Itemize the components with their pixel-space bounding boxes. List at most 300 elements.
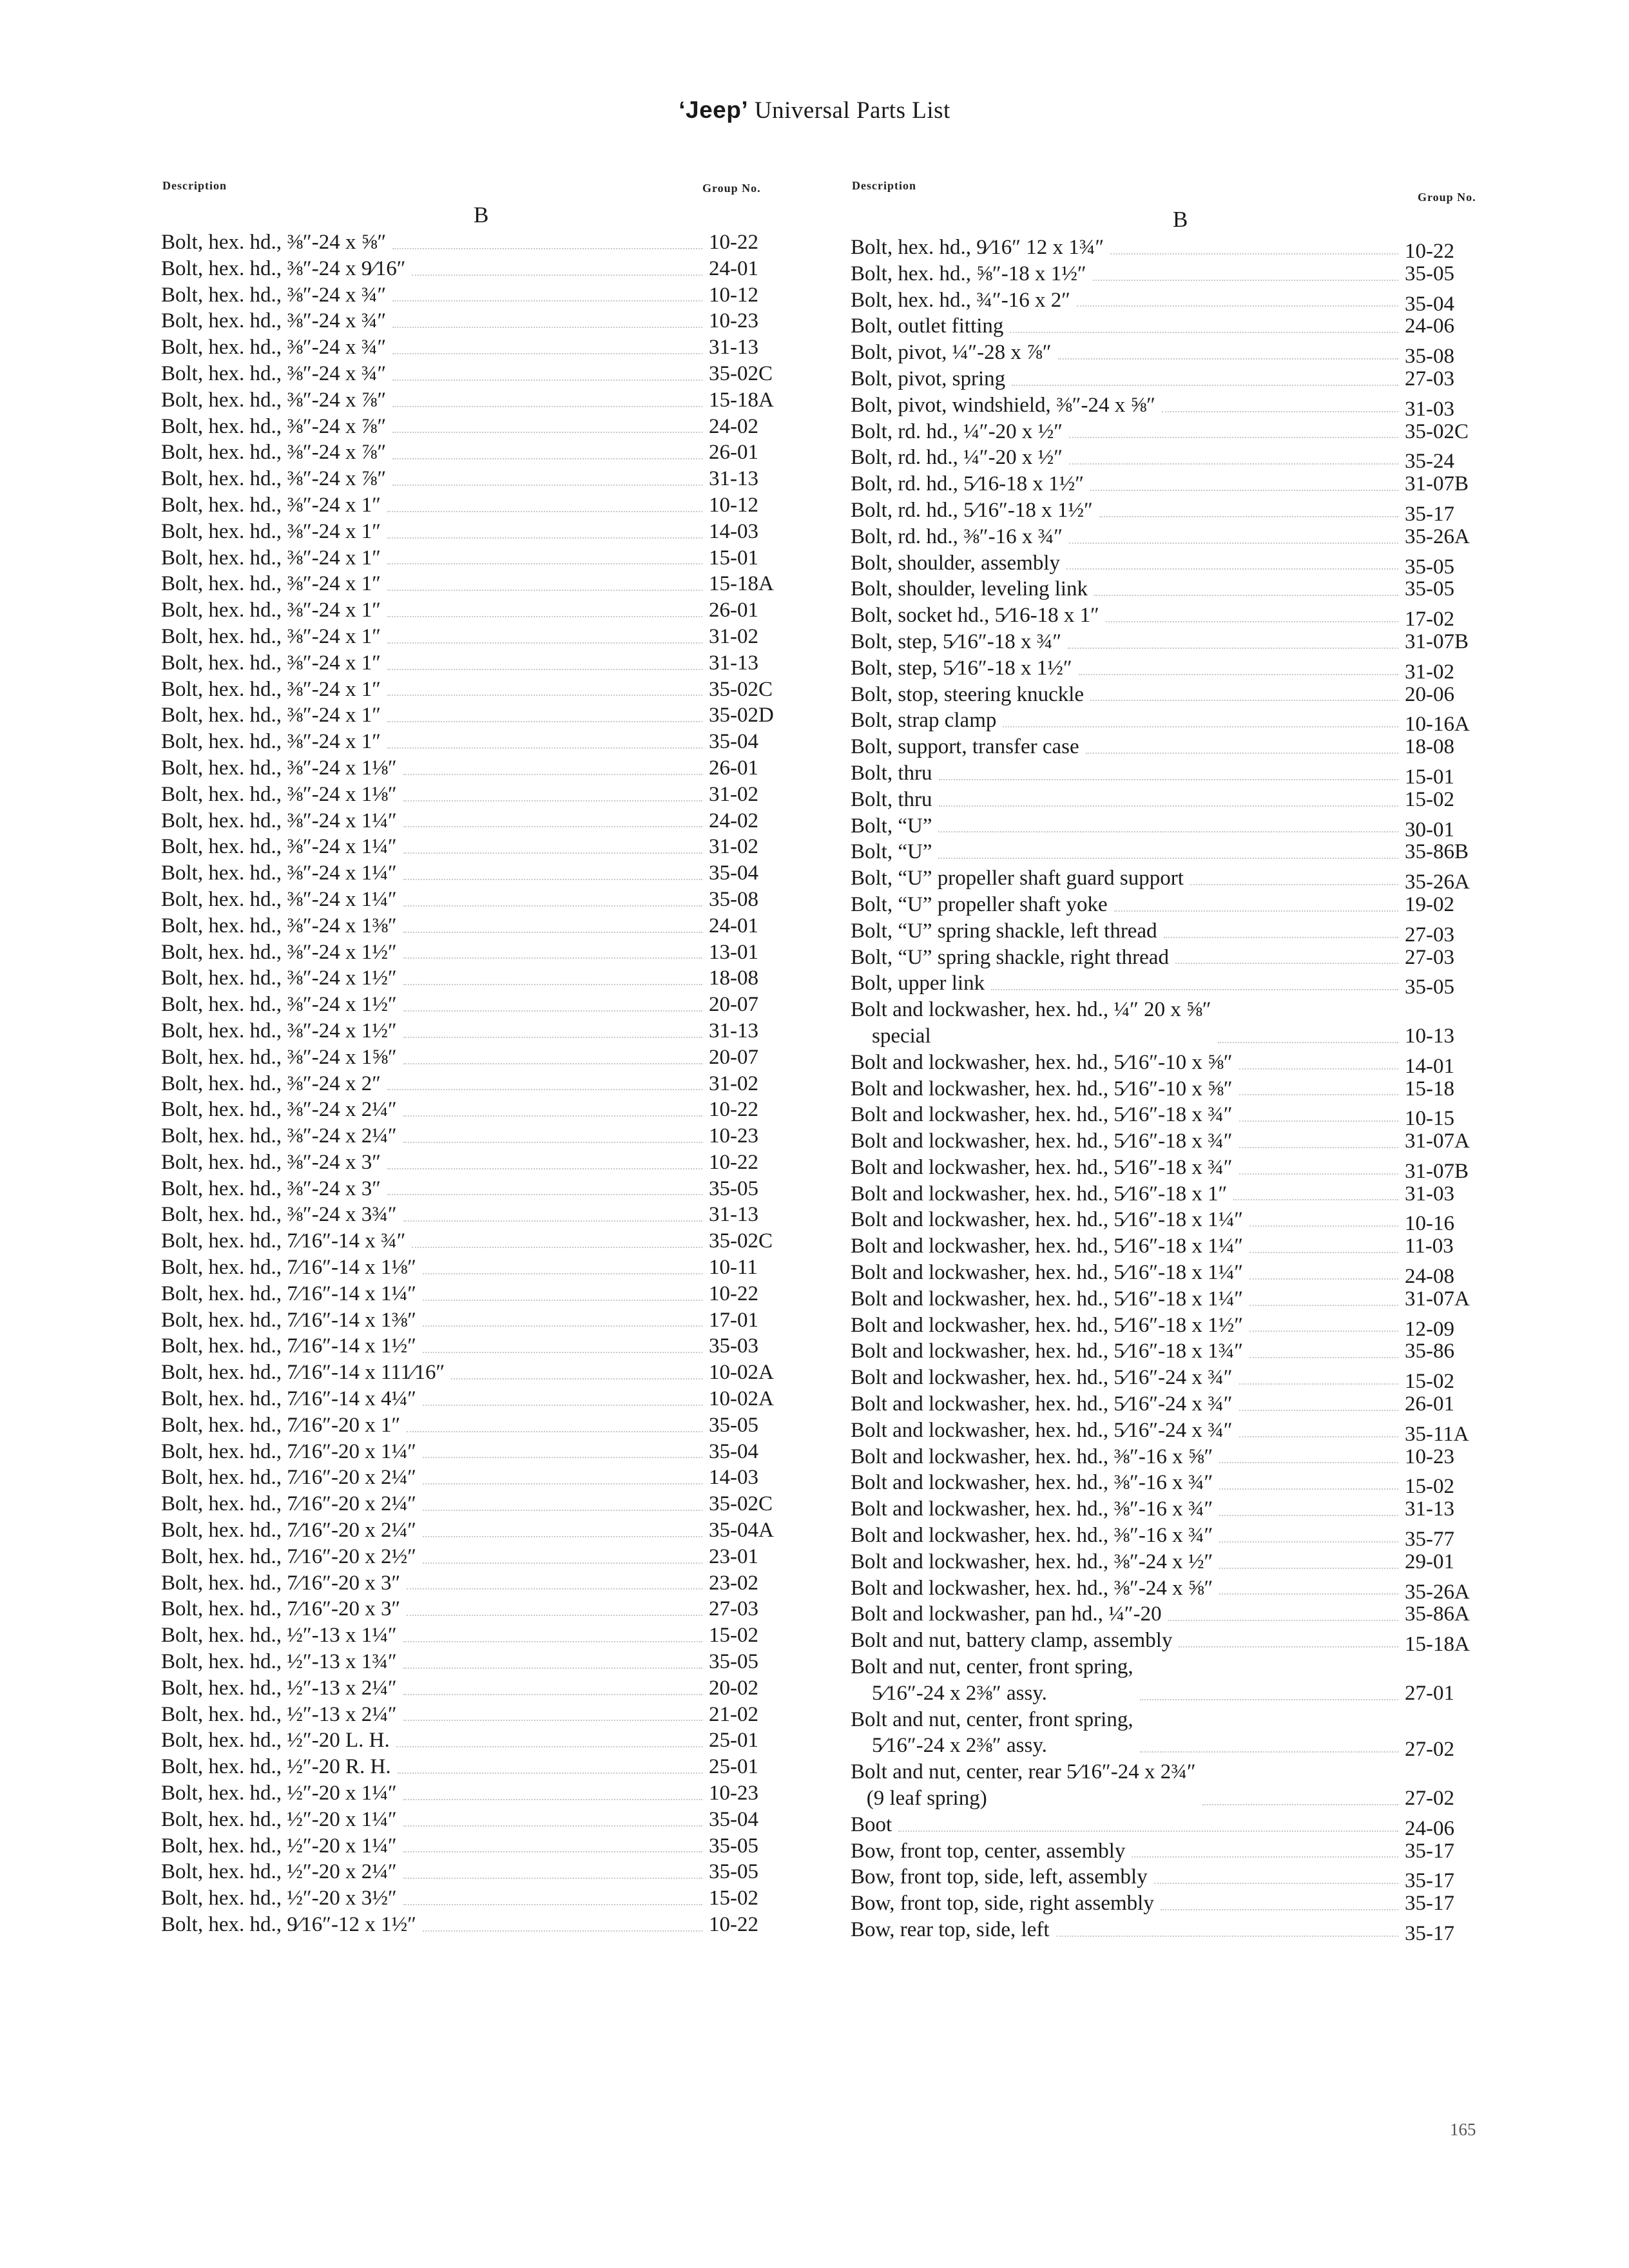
parts-row [161,1780,805,1807]
parts-row [161,1202,805,1228]
group-number: 15-18 [1405,1077,1454,1100]
part-description: Bolt, hex. hd., ⅜″-24 x 9⁄16″ [161,256,406,280]
part-description: Bolt, socket hd., 5⁄16-18 x 1″ [851,604,1099,628]
parts-row [161,702,805,729]
part-description: Bolt and nut, center, front spring, 5⁄16″-24 x 2⅜″ assy. [851,1655,1133,1705]
leader-dots [403,1010,702,1012]
part-description: Bow, front top, side, right assembly [851,1892,1154,1916]
part-description: Bolt, hex. hd., ⅜″-24 x 1½″ [161,1019,397,1043]
group-number: 24-06 [1405,1816,1454,1840]
parts-row [851,1233,1501,1260]
parts-row [851,1523,1501,1552]
title-brand: ‘Jeep’ [679,97,749,123]
leader-dots [898,1831,1398,1832]
part-description: Bolt, rd. hd., 5⁄16″-18 x 1½″ [851,498,1093,522]
group-number: 35-17 [1405,1869,1454,1893]
part-description: Bolt, step, 5⁄16″-18 x ¾″ [851,629,1062,653]
leader-dots [1239,1120,1398,1122]
group-number: 27-03 [1405,367,1454,390]
group-number: 35-03 [709,1334,758,1358]
leader-dots [403,852,702,854]
part-description: Bolt, hex. hd., 7⁄16″-14 x 1⅛″ [161,1256,416,1280]
parts-row [161,229,805,256]
leader-dots [396,1746,702,1747]
leader-dots [423,1273,702,1274]
part-description: Bolt, hex. hd., ⅜″-24 x ⅝″ [161,231,387,254]
leader-dots [403,957,702,959]
part-description: Bolt, pivot, windshield, ⅜″-24 x ⅝″ [851,393,1155,417]
group-number: 31-02 [709,1072,758,1095]
parts-row [851,1917,1501,1943]
parts-row [851,1890,1501,1917]
leader-dots [1249,1357,1398,1358]
leader-dots [1077,305,1398,307]
parts-row [161,387,805,414]
parts-row [161,439,805,466]
parts-row [851,1496,1501,1523]
leader-dots [387,642,702,644]
part-description: Bolt, hex. hd., ⅜″-24 x 1⅜″ [161,914,397,937]
group-number: 31-03 [1405,1182,1454,1206]
leader-dots [387,747,702,749]
leader-dots [1058,358,1398,360]
leader-dots [392,353,702,354]
part-description: Bolt, hex. hd., ⅜″-24 x 1⅛″ [161,756,397,780]
parts-row [851,1365,1501,1394]
part-description: Bolt, hex. hd., ½″-20 x 1¼″ [161,1807,397,1831]
group-number: 35-02C [1405,419,1469,443]
group-number: 26-01 [709,441,758,465]
part-description: Bolt, rd. hd., ¼″-20 x ½″ [851,419,1063,443]
leader-dots [1239,1068,1398,1070]
group-number: 10-15 [1405,1107,1454,1131]
leader-dots [412,1247,702,1248]
group-number: 35-05 [1405,555,1454,579]
parts-row [161,1123,805,1149]
leader-dots [403,1142,702,1143]
group-number: 10-16A [1405,713,1470,736]
group-number: 24-02 [709,809,758,832]
leader-dots [1190,884,1398,885]
group-number: 35-05 [1405,975,1454,999]
parts-row [161,1071,805,1097]
leader-dots [1069,437,1398,438]
group-number: 31-07A [1405,1129,1470,1153]
parts-row [161,1281,805,1307]
leader-dots [407,1431,702,1432]
parts-row [161,1675,805,1702]
group-number: 35-02C [709,677,773,701]
leader-dots [1202,1804,1398,1805]
leader-dots [1239,1383,1398,1385]
parts-row [161,1360,805,1386]
group-number: 35-86 [1405,1340,1454,1363]
parts-row [161,1491,805,1517]
part-description: Bolt, hex. hd., ⅜″-24 x ⅞″ [161,467,387,491]
part-description: Bolt, hex. hd., ⅜″-24 x ⅞″ [161,388,387,412]
leader-dots [1164,937,1398,938]
part-description: Bolt, “U” spring shackle, right thread [851,945,1169,969]
leader-dots [1239,1147,1398,1148]
part-description: Bolt, hex. hd., ⅜″-24 x 1½″ [161,993,397,1017]
group-number: 35-02C [709,1229,773,1253]
leader-dots [1161,1909,1398,1910]
parts-row [161,992,805,1018]
group-number: 35-17 [1405,1839,1454,1863]
parts-row [161,1386,805,1412]
parts-row [851,392,1501,419]
group-number: 35-17 [1405,502,1454,526]
leader-dots [423,1930,702,1932]
parts-row [161,965,805,992]
left-column-header [161,175,805,201]
parts-row [161,519,805,545]
parts-row [161,1465,805,1491]
group-number: 35-86B [1405,840,1469,864]
part-description: Bolt, hex. hd., ⅜″-24 x 1″ [161,546,381,570]
part-description: Bolt, hex. hd., ⅜″-24 x 1″ [161,624,381,648]
leader-dots [1003,726,1398,727]
group-number: 20-07 [709,1045,758,1069]
parts-row [851,787,1501,813]
parts-row [851,997,1501,1050]
leader-dots [1218,1042,1398,1043]
part-description: Bolt and lockwasher, hex. hd., 5⁄16″-18 x 1¾″ [851,1340,1244,1363]
group-number: 35-05 [709,1834,758,1858]
parts-row [161,1544,805,1570]
part-description: Bolt, strap clamp [851,709,997,733]
leader-dots [1012,385,1398,386]
part-description: Bolt and lockwasher, hex. hd., 5⁄16″-18 x 1″ [851,1182,1228,1206]
title-rest: Universal Parts List [748,97,950,124]
parts-row [161,1333,805,1360]
parts-row [161,1727,805,1754]
group-number: 35-26A [1405,1580,1470,1604]
leader-dots [1219,1568,1398,1569]
parts-row [161,1596,805,1622]
group-number: 27-03 [1405,923,1454,947]
parts-row [851,602,1501,629]
part-description: Bolt, hex. hd., ⅜″-24 x 1″ [161,677,381,701]
part-description: Bolt and lockwasher, hex. hd., 5⁄16″-18 x 1¼″ [851,1287,1244,1311]
leader-dots [1233,1199,1398,1200]
parts-row [851,682,1501,708]
part-description: Bolt and lockwasher, hex. hd., ⅜″-16 x ⅝″ [851,1445,1213,1468]
parts-row [851,655,1501,682]
description-header: Description [852,179,916,192]
leader-dots [403,1799,702,1800]
section-letter: B [1173,207,1188,232]
part-description: Bolt, “U” propeller shaft guard support [851,867,1184,890]
part-description: Bolt, hex. hd., 7⁄16″-14 x 111⁄16″ [161,1361,445,1385]
group-number: 35-86A [1405,1602,1470,1626]
leader-dots [991,989,1398,990]
group-number: 35-04 [709,1807,758,1831]
leader-dots [1010,332,1398,333]
part-description: Bolt and lockwasher, hex. hd., 5⁄16″-10 x ⅝″ [851,1050,1233,1074]
group-number: 31-07B [1405,1159,1469,1183]
parts-row [851,497,1501,524]
leader-dots [1069,543,1398,544]
group-number: 15-18A [1405,1633,1470,1657]
part-description: Bow, rear top, side, left [851,1918,1050,1941]
description-header: Description [162,179,227,192]
part-description: Bolt, pivot, ¼″-28 x ⅞″ [851,341,1052,365]
group-number: 17-02 [1405,608,1454,631]
parts-row [161,1912,805,1938]
leader-dots [403,984,702,985]
part-description: Bolt, hex. hd., ⅜″-24 x ⅞″ [161,414,387,438]
parts-row [851,629,1501,655]
group-number: 10-02A [709,1387,774,1411]
parts-row [851,445,1501,474]
part-description: Bolt, hex. hd., ⅜″-24 x 3¾″ [161,1203,397,1227]
parts-row [851,1181,1501,1207]
part-description: Bolt, stop, steering knuckle [851,682,1084,706]
part-description: Bolt, hex. hd., 7⁄16″-14 x 1½″ [161,1334,416,1358]
left-column [161,175,805,1938]
leader-dots [423,1352,702,1353]
leader-dots [387,616,702,617]
leader-dots [412,274,702,276]
part-description: Bolt, hex. hd., 7⁄16″-14 x 1¼″ [161,1282,416,1305]
group-number: 35-17 [1405,1922,1454,1945]
group-number: 15-02 [709,1624,758,1648]
leader-dots [387,695,702,696]
group-number: 20-07 [709,993,758,1017]
part-description: Bolt, “U” propeller shaft yoke [851,892,1108,916]
part-description: Bolt, “U” [851,814,932,838]
part-description: Bolt, hex. hd., ½″-13 x 2¼″ [161,1702,397,1726]
leader-dots [403,932,702,933]
parts-row [161,650,805,677]
part-description: Bolt, hex. hd., 7⁄16″-20 x 2¼″ [161,1519,416,1542]
leader-dots [1086,753,1398,754]
group-number: 15-01 [1405,765,1454,789]
group-number: 10-22 [709,231,758,254]
leader-dots [1069,463,1398,465]
part-description: Bolt and nut, battery clamp, assembly [851,1629,1173,1653]
leader-dots [392,458,702,459]
group-number: 35-02D [709,704,774,727]
group-number: 25-01 [709,1755,758,1779]
leader-dots [939,779,1398,780]
leader-dots [387,1168,702,1169]
parts-row [161,1833,805,1860]
parts-row [851,945,1501,971]
group-number: 35-24 [1405,450,1454,474]
right-column-header [851,175,1501,204]
group-number: 23-02 [709,1571,758,1595]
parts-row [851,839,1501,865]
leader-dots [1249,1252,1398,1253]
part-description: Bolt, hex. hd., ½″-20 x 1¼″ [161,1834,397,1858]
leader-dots [1249,1225,1398,1227]
part-description: Bolt, hex. hd., ½″-20 L. H. [161,1729,390,1753]
parts-row [851,1759,1501,1812]
parts-row [161,466,805,492]
group-number: 31-13 [709,336,758,360]
group-number: 15-02 [1405,787,1454,811]
leader-dots [1179,1646,1398,1648]
part-description: Bolt, hex. hd., 9⁄16″ 12 x 1¾″ [851,236,1104,259]
group-number: 35-08 [709,887,758,911]
leader-dots [387,669,702,670]
part-description: Bolt, hex. hd., 7⁄16″-20 x 3″ [161,1571,401,1595]
leader-dots [403,1694,702,1695]
parts-row [851,1864,1501,1893]
group-number: 10-11 [709,1256,758,1280]
leader-dots [387,537,702,539]
parts-row [851,865,1501,892]
parts-row [161,1254,805,1281]
leader-dots [423,1405,702,1406]
part-description: Bolt and lockwasher, hex. hd., 5⁄16″-18 x ¾″ [851,1155,1233,1179]
parts-row [851,1286,1501,1312]
leader-dots [1099,516,1398,517]
leader-dots [1162,411,1398,412]
parts-row [161,1044,805,1071]
leader-dots [403,1851,702,1852]
parts-row [851,1444,1501,1470]
parts-row [161,1885,805,1912]
leader-dots [423,1300,702,1301]
part-description: Bolt, support, transfer case [851,735,1079,759]
leader-dots [423,1562,702,1564]
group-number: 24-01 [709,256,758,280]
leader-dots [1090,700,1398,701]
leader-dots [387,563,702,564]
group-number: 35-26A [1405,870,1470,894]
part-description: Bolt and lockwasher, hex. hd., ⅜″-16 x ¾″ [851,1524,1213,1548]
leader-dots [1093,280,1398,281]
leader-dots [1239,1173,1398,1175]
group-number: 10-22 [1405,240,1454,263]
group-number: 10-23 [1405,1445,1454,1468]
section-letter: B [474,202,489,227]
parts-row [161,939,805,966]
group-number: 31-02 [709,782,758,806]
left-parts-list [161,229,805,1938]
part-description: Bolt and lockwasher, hex. hd., 5⁄16″-10 x ⅝″ [851,1077,1233,1100]
part-description: Bolt, hex. hd., ½″-13 x 2¼″ [161,1676,397,1700]
group-number: 15-18A [709,388,774,412]
parts-row [851,1155,1501,1181]
parts-row [851,550,1501,577]
part-description: Bolt, hex. hd., ⅜″-24 x 1″ [161,599,381,622]
group-number: 15-02 [709,1887,758,1910]
part-description: Bolt, “U” spring shackle, left thread [851,919,1157,943]
parts-row [851,1601,1501,1628]
group-number: 10-12 [709,493,758,517]
parts-row [851,1628,1501,1657]
leader-dots [1110,253,1398,255]
leader-dots [403,1037,702,1038]
group-number: 27-03 [709,1597,758,1621]
parts-row [851,1076,1501,1102]
leader-dots [407,1588,702,1590]
leader-dots [387,1194,702,1195]
parts-row [161,256,805,282]
part-description: Bolt, shoulder, assembly [851,551,1060,575]
group-number: 35-08 [1405,345,1454,369]
leader-dots [398,1773,702,1774]
parts-row [161,1176,805,1202]
parts-row [851,1312,1501,1339]
leader-dots [1114,910,1398,912]
group-number: 27-01 [1405,1681,1454,1705]
group-number: 10-23 [709,1124,758,1148]
parts-row [851,970,1501,997]
group-number: 35-77 [1405,1528,1454,1552]
group-number: 31-03 [1405,397,1454,421]
leader-dots [939,805,1398,807]
parts-row [851,707,1501,734]
parts-row [851,760,1501,787]
group-number: 31-07B [1405,629,1469,653]
group-number: 31-02 [709,835,758,859]
part-description: Bolt, hex. hd., 7⁄16″-20 x 2¼″ [161,1492,416,1516]
part-description: Bolt and lockwasher, hex. hd., 5⁄16″-18 x ¾″ [851,1129,1233,1153]
parts-row [161,913,805,939]
part-description: Bolt, hex. hd., 7⁄16″-20 x 3″ [161,1597,401,1621]
part-description: Bolt and lockwasher, hex. hd., 5⁄16″-24 x ¾″ [851,1392,1233,1416]
leader-dots [392,432,702,433]
leader-dots [1239,1436,1398,1437]
group-number: 35-02C [709,1492,773,1516]
group-number: 15-01 [709,546,758,570]
part-description: Bolt, rd. hd., 5⁄16-18 x 1½″ [851,472,1084,496]
part-description: Bolt, hex. hd., ⅜″-24 x 1″ [161,651,381,675]
parts-row [851,313,1501,340]
page-number: 165 [1450,2120,1476,2139]
part-description: Bolt, hex. hd., 7⁄16″-20 x 2¼″ [161,1466,416,1490]
parts-row [161,1412,805,1439]
group-number: 26-01 [709,599,758,622]
parts-row [851,1470,1501,1499]
parts-row [851,1575,1501,1602]
part-description: Bolt and lockwasher, hex. hd., 5⁄16″-24 x ¾″ [851,1418,1233,1442]
group-number: 17-01 [709,1308,758,1332]
part-description: Bow, front top, side, left, assembly [851,1865,1148,1889]
parts-row [851,1338,1501,1365]
part-description: Bolt and lockwasher, hex. hd., 5⁄16″-18 x 1¼″ [851,1208,1244,1232]
parts-row [161,1149,805,1176]
part-description: Bolt, hex. hd., ⅜″-24 x 1½″ [161,966,397,990]
group-number: 10-12 [709,283,758,307]
part-description: Bolt, hex. hd., ½″-13 x 1¾″ [161,1650,397,1674]
leader-dots [403,1825,702,1827]
part-description: Bolt, rd. hd., ⅜″-16 x ¾″ [851,524,1063,548]
part-description: Bolt, hex. hd., ½″-20 x 2¼″ [161,1860,397,1884]
leader-dots [1106,621,1398,622]
part-description: Boot [851,1812,892,1836]
group-number: 10-23 [709,309,758,333]
part-description: Bolt, hex. hd., 7⁄16″-14 x ¾″ [161,1229,406,1253]
part-description: Bolt, “U” [851,840,932,864]
leader-dots [403,1220,702,1222]
parts-row [851,471,1501,497]
leader-dots [403,1063,702,1064]
part-description: Bolt and lockwasher, hex. hd., ⅜″-24 x ½″ [851,1550,1213,1573]
group-number: 31-13 [709,1203,758,1227]
parts-row [851,1654,1501,1707]
group-number: 35-17 [1405,1892,1454,1916]
leader-dots [387,511,702,512]
group-number: 10-22 [709,1150,758,1174]
leader-dots [1219,1462,1398,1463]
parts-row [851,1838,1501,1865]
